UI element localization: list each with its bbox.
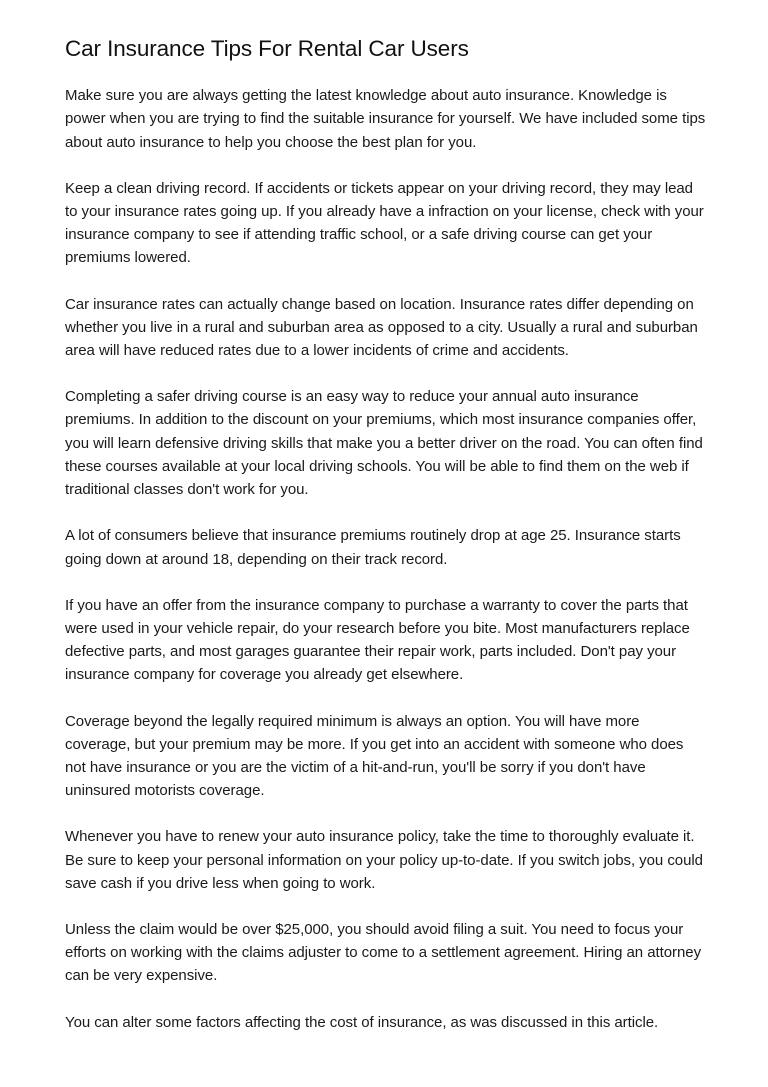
paragraph-location: Car insurance rates can actually change based on location. Insurance rates differ depending on whether you live in a rural and suburban area as opposed to a city. Usually a rural and suburban area will have reduced rates due to a lower incidents of crime and accidents. bbox=[65, 295, 698, 360]
paragraph-conclusion: You can alter some factors affecting the cost of insurance, as was discussed in this article. bbox=[65, 1013, 659, 1031]
paragraph-driving-course: Completing a safer driving course is an easy way to reduce your annual auto insurance premiums. In addition to the discount on your premiums, which most insurance companies offer, you will learn defensive driving skills that make you a better driver on the road. You can often find these courses available at your local driving schools. You will be able to find them on the web if traditional classes don't work for you. bbox=[65, 388, 703, 499]
paragraph-driving-record: Keep a clean driving record. If accidents or tickets appear on your driving record, they may lead to your insurance rates going up. If you already have a infraction on your license, check with your insurance company to see if attending traffic school, or a safe driving course can get your premiums lowered. bbox=[65, 179, 704, 267]
paragraph-intro: Make sure you are always getting the latest knowledge about auto insurance. Knowledge is power when you are trying to find the suitable insurance for yourself. We have included some tips about auto insurance to help you choose the best plan for you. bbox=[65, 87, 706, 151]
paragraph-age: A lot of consumers believe that insurance premiums routinely drop at age 25. Insurance starts going down at around 18, depending on their track record. bbox=[65, 527, 681, 568]
paragraph-coverage: Coverage beyond the legally required minimum is always an option. You will have more coverage, but your premium may be more. If you get into an accident with someone who does not have insurance or you are the victim of a hit-and-run, you'll be sorry if you don't have uninsured motorists coverage. bbox=[65, 712, 684, 800]
paragraph-claims: Unless the claim would be over $25,000, you should avoid filing a suit. You need to focus your efforts on working with the claims adjuster to come to a settlement agreement. Hiring an attorney can be very expensive. bbox=[65, 920, 702, 985]
paragraph-renewal: Whenever you have to renew your auto insurance policy, take the time to thoroughly evaluate it. Be sure to keep your personal information on your policy up-to-date. If you switch jobs, you could save cash if you drive less when going to work. bbox=[65, 828, 703, 892]
paragraph-warranty: If you have an offer from the insurance company to purchase a warranty to cover the parts that were used in your vehicle repair, do your research before you bite. Most manufacturers replace defective parts, and most garages guarantee their repair work, parts included. Don't pay your insurance company for coverage you already get elsewhere. bbox=[65, 596, 690, 684]
document-title: Car Insurance Tips For Rental Car Users bbox=[65, 36, 469, 61]
